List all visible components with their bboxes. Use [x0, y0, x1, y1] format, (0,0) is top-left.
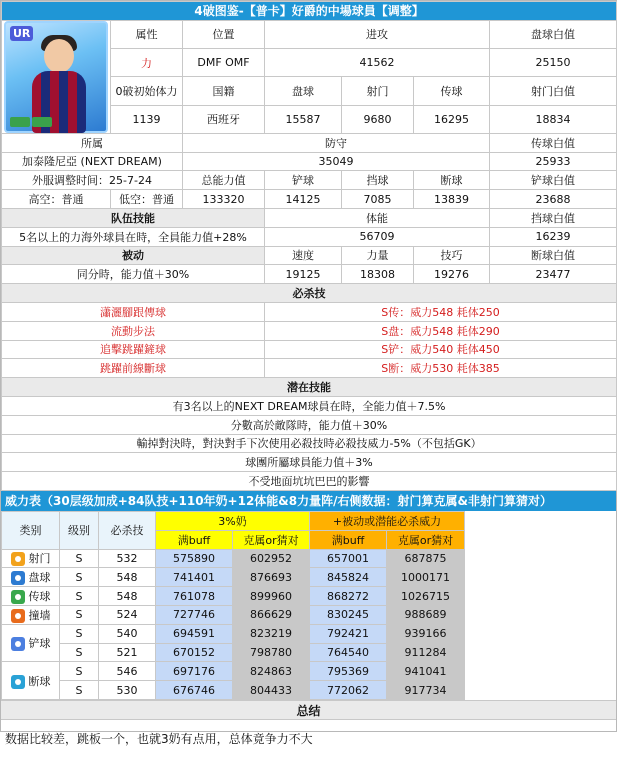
- full-buff-header: 满buff: [310, 530, 387, 549]
- type-cell: [2, 587, 60, 606]
- high-value: 高空：普通: [2, 190, 111, 209]
- level-cell: S: [60, 643, 99, 662]
- shoot-white-value: 18834: [490, 105, 617, 133]
- value-cell: 939166: [387, 624, 465, 643]
- passive-label: 被动: [2, 246, 265, 265]
- player-card: [2, 20, 111, 133]
- value-cell: 866629: [233, 605, 310, 624]
- skill-cell: 521: [99, 643, 156, 662]
- tackle-label: 铲球: [265, 171, 342, 190]
- shoot-label: 射门: [342, 77, 414, 105]
- stamina-value: 1139: [111, 105, 183, 133]
- nation-label: 国籍: [183, 77, 265, 105]
- value-cell: 741401: [156, 568, 233, 587]
- group2-header: +被动或潜能必杀威力: [310, 511, 465, 530]
- level-cell: S: [60, 587, 99, 606]
- type-label: 传球: [28, 590, 51, 604]
- skill-cell: 530: [99, 681, 156, 700]
- special-title: 必杀技: [2, 284, 617, 303]
- block-icon: [11, 609, 25, 623]
- level-cell: S: [60, 662, 99, 681]
- shoot-icon: [11, 552, 25, 566]
- summary-title: 总结: [1, 700, 616, 720]
- power-table: [1, 511, 465, 700]
- attack-value: 41562: [265, 49, 490, 77]
- type-label: 铲球: [28, 637, 51, 651]
- skill-cell: 524: [99, 605, 156, 624]
- pass-icon: [11, 590, 25, 604]
- speed-label: 速度: [265, 246, 342, 265]
- special-name: 瀟灑腳跟傳球: [2, 302, 265, 321]
- value-cell: 868272: [310, 587, 387, 606]
- type-cell: [2, 605, 60, 624]
- dribble-label: 盘球: [265, 77, 342, 105]
- attr-label: 属性: [111, 20, 183, 48]
- value-cell: 804433: [233, 681, 310, 700]
- type-cell: [2, 624, 60, 662]
- summary-text: 数据比较差，跳板一个，也就3奶有点用，总体竟争力不大: [5, 731, 313, 746]
- full-buff-header: 满buff: [156, 530, 233, 549]
- player-portrait: [4, 21, 108, 133]
- value-cell: 1000171: [387, 568, 465, 587]
- type-label: 断球: [28, 674, 51, 688]
- value-cell: 727746: [156, 605, 233, 624]
- pass-white-label: 传球白值: [490, 133, 617, 152]
- intercept-value: 13839: [414, 190, 490, 209]
- position-badge-icon: [32, 117, 52, 127]
- value-cell: 697176: [156, 662, 233, 681]
- value-cell: 657001: [310, 549, 387, 568]
- special-name: 追擊跳躍鏟球: [2, 340, 265, 359]
- value-cell: 988689: [387, 605, 465, 624]
- skill-cell: 548: [99, 568, 156, 587]
- type-label: 射门: [28, 552, 51, 566]
- type-label: 撞墙: [28, 608, 51, 622]
- special-name: 跳躍前線斷球: [2, 359, 265, 378]
- team-label: 所属: [2, 133, 183, 152]
- level-cell: S: [60, 681, 99, 700]
- value-cell: 772062: [310, 681, 387, 700]
- tackle-value: 14125: [265, 190, 342, 209]
- power-label: 力量: [342, 246, 414, 265]
- position-badge-icon: [10, 117, 30, 127]
- skill-cell: 548: [99, 587, 156, 606]
- value-cell: 899960: [233, 587, 310, 606]
- intercept-white-value: 23477: [490, 265, 617, 284]
- keep-white-value: 25150: [490, 49, 617, 77]
- keep-white-label: 盘球白值: [490, 20, 617, 48]
- level-cell: S: [60, 605, 99, 624]
- counter-header: 克属or猜对: [233, 530, 310, 549]
- skill-header: 必杀技: [99, 511, 156, 549]
- level-cell: S: [60, 568, 99, 587]
- value-cell: 824863: [233, 662, 310, 681]
- type-cell: [2, 662, 60, 700]
- value-cell: 1026715: [387, 587, 465, 606]
- team-skill-value: 5名以上的力海外球員在時，全員能力值+28%: [2, 227, 265, 246]
- power-value: 18308: [342, 265, 414, 284]
- level-cell: S: [60, 549, 99, 568]
- physique-label: 体能: [265, 208, 490, 227]
- stamina-label: 0破初始体力: [111, 77, 183, 105]
- shoot-value: 9680: [342, 105, 414, 133]
- potential-item: 分數高於敵隊時，能力值＋30%: [2, 415, 617, 434]
- pos-label: 位置: [183, 20, 265, 48]
- technique-value: 19276: [414, 265, 490, 284]
- head-shape: [44, 39, 74, 73]
- value-cell: 687875: [387, 549, 465, 568]
- type-label: 盘球: [28, 571, 51, 585]
- pass-white-value: 25933: [490, 152, 617, 171]
- pass-label: 传球: [414, 77, 490, 105]
- value-cell: 876693: [233, 568, 310, 587]
- potential-title: 潜在技能: [2, 378, 617, 397]
- nation-value: 西班牙: [183, 105, 265, 133]
- block-label: 挡球: [342, 171, 414, 190]
- block-white-label: 挡球白值: [490, 208, 617, 227]
- low-value: 低空：普通: [111, 190, 183, 209]
- value-cell: 911284: [387, 643, 465, 662]
- defense-label: 防守: [183, 133, 490, 152]
- level-header: 级别: [60, 511, 99, 549]
- tackle-white-value: 23688: [490, 190, 617, 209]
- attack-label: 进攻: [265, 20, 490, 48]
- skill-cell: 546: [99, 662, 156, 681]
- defense-value: 35049: [183, 152, 490, 171]
- potential-item: 不受地面坑坑巴巴的影響: [2, 472, 617, 491]
- value-cell: 670152: [156, 643, 233, 662]
- intercept-label: 断球: [414, 171, 490, 190]
- value-cell: 823219: [233, 624, 310, 643]
- skill-cell: 532: [99, 549, 156, 568]
- special-detail: S盘：威力548 耗体290: [265, 321, 617, 340]
- group1-header: 3%奶: [156, 511, 310, 530]
- page-title: 4破图鉴-【普卡】好爵的中場球員【调整】: [2, 2, 617, 21]
- value-cell: 575890: [156, 549, 233, 568]
- level-cell: S: [60, 624, 99, 643]
- intercept-white-label: 断球白值: [490, 246, 617, 265]
- speed-value: 19125: [265, 265, 342, 284]
- value-cell: 792421: [310, 624, 387, 643]
- special-detail: S断：威力530 耗体385: [265, 359, 617, 378]
- special-detail: S传：威力548 耗体250: [265, 302, 617, 321]
- type-cell: [2, 549, 60, 568]
- intercept-icon: [11, 675, 25, 689]
- block-white-value: 16239: [490, 227, 617, 246]
- type-cell: [2, 568, 60, 587]
- total-label: 总能力值: [183, 171, 265, 190]
- total-value: 133320: [183, 190, 265, 209]
- info-table: [1, 1, 617, 491]
- special-detail: S铲：威力540 耗体450: [265, 340, 617, 359]
- tackle-white-label: 铲球白值: [490, 171, 617, 190]
- special-name: 流動步法: [2, 321, 265, 340]
- dribble-icon: [11, 571, 25, 585]
- shoot-white-label: 射门白值: [490, 77, 617, 105]
- value-cell: 761078: [156, 587, 233, 606]
- type-header: 类别: [2, 511, 60, 549]
- skill-cell: 540: [99, 624, 156, 643]
- physique-value: 56709: [265, 227, 490, 246]
- dribble-value: 15587: [265, 105, 342, 133]
- pass-value: 16295: [414, 105, 490, 133]
- counter-header: 克属or猜对: [387, 530, 465, 549]
- passive-value: 同分時，能力值＋30%: [2, 265, 265, 284]
- team-value: 加泰隆尼亞 (NEXT DREAM): [2, 152, 183, 171]
- potential-item: 球團所屬球員能力值＋3%: [2, 453, 617, 472]
- power-table-title: 威力表（30层级加成+84队技+110年奶+12体能&8力量阵/右侧数据：射门算克属&非射门算猜对）: [1, 491, 616, 511]
- value-cell: 830245: [310, 605, 387, 624]
- attr-value: 力: [111, 49, 183, 77]
- tackle-icon: [11, 637, 25, 651]
- value-cell: 941041: [387, 662, 465, 681]
- value-cell: 798780: [233, 643, 310, 662]
- value-cell: 694591: [156, 624, 233, 643]
- date-label: 外服调整时间：25-7-24: [2, 171, 183, 190]
- value-cell: 795369: [310, 662, 387, 681]
- technique-label: 技巧: [414, 246, 490, 265]
- value-cell: 917734: [387, 681, 465, 700]
- block-value: 7085: [342, 190, 414, 209]
- team-skill-label: 队伍技能: [2, 208, 265, 227]
- value-cell: 845824: [310, 568, 387, 587]
- ur-rarity-icon: UR: [10, 26, 33, 41]
- value-cell: 602952: [233, 549, 310, 568]
- potential-item: 輸掉對決時，對決對手下次使用必殺技時必殺技威力-5%（不包括GK）: [2, 434, 617, 453]
- value-cell: 764540: [310, 643, 387, 662]
- potential-item: 有3名以上的NEXT DREAM球員在時，全能力值＋7.5%: [2, 396, 617, 415]
- value-cell: 676746: [156, 681, 233, 700]
- pos-value: DMF OMF: [183, 49, 265, 77]
